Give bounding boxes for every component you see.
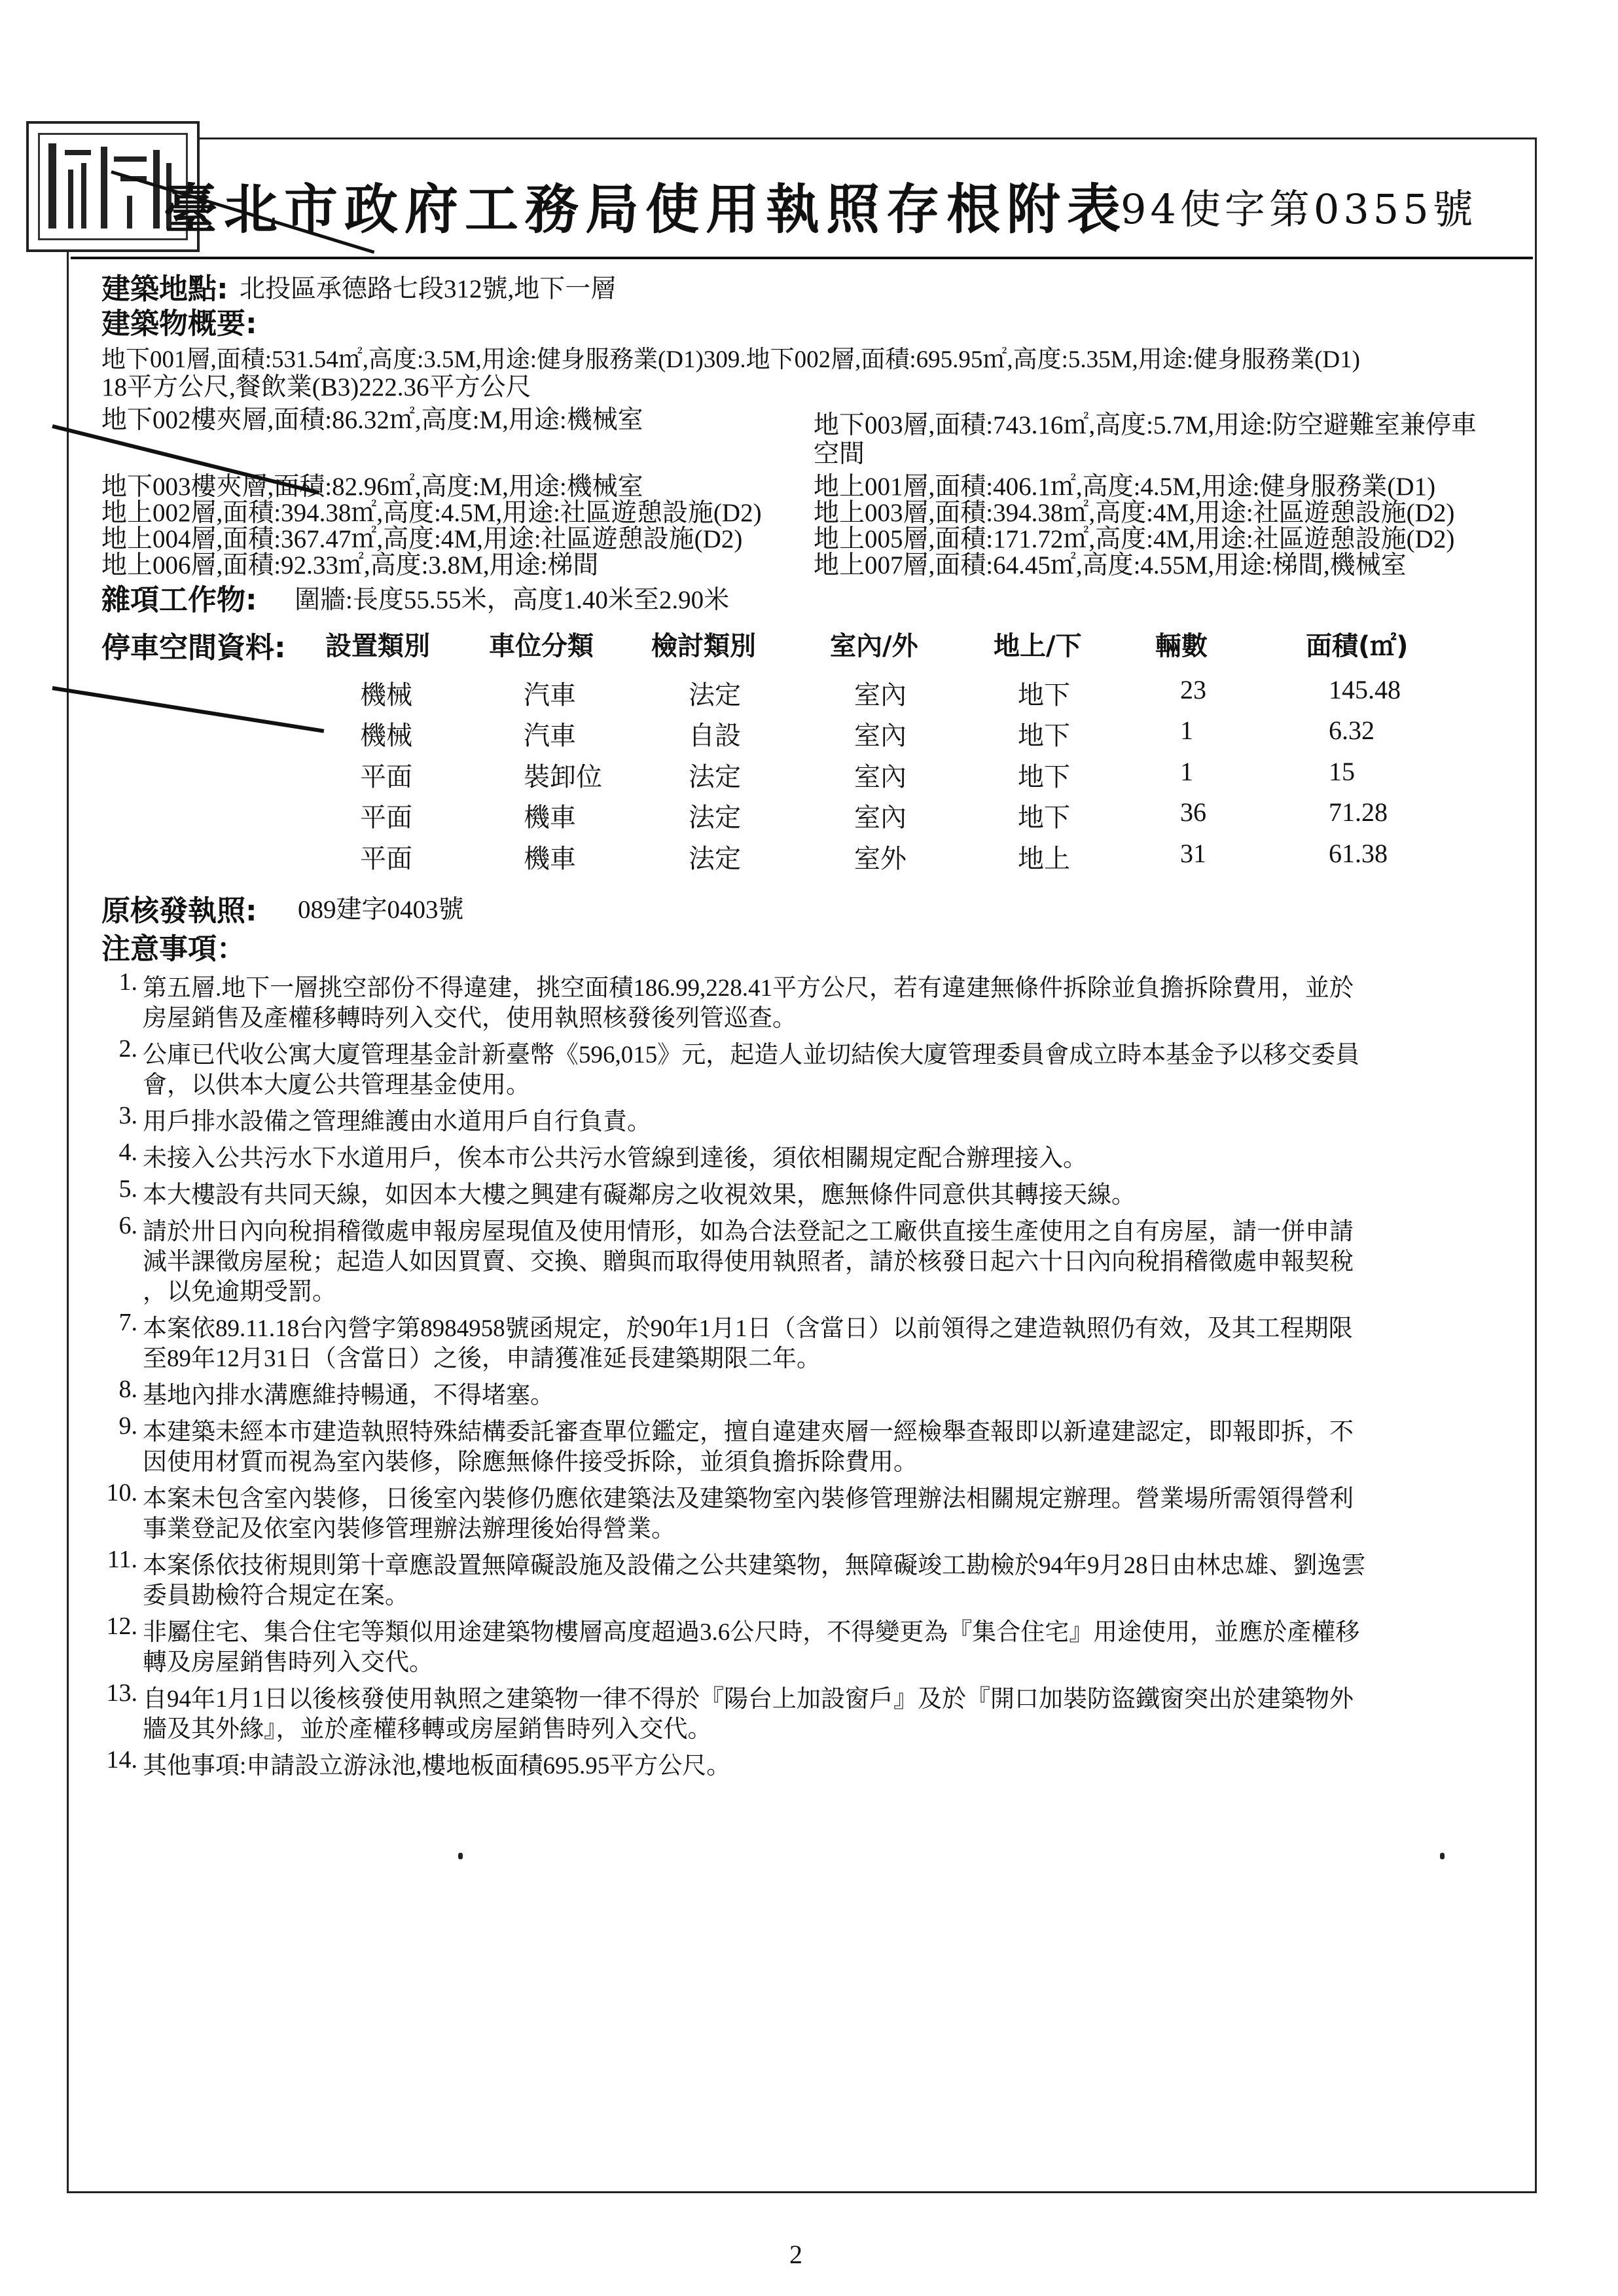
floor-entry: 地下002樓夾層,面積:86.32㎡,高度:M,用途:機械室: [101, 406, 643, 434]
note-number: 7.: [118, 1309, 137, 1336]
parking-header: 室內/外: [830, 631, 918, 661]
note-number: 8.: [118, 1376, 137, 1403]
parking-cell: 機械: [360, 680, 412, 710]
floor-entry: 地上004層,面積:367.47㎡,高度:4M,用途:社區遊憩設施(D2): [101, 525, 743, 553]
note-line: 本建築未經本市建造執照特殊結構委託審查單位鑑定，擅自違建夾層一經檢舉查報即以新違建認定，即報即拆，不: [143, 1419, 1354, 1446]
floor-entry: 地上005層,面積:171.72㎡,高度:4M,用途:社區遊憩設施(D2): [814, 525, 1455, 553]
parking-cell: 地下: [1018, 680, 1070, 710]
parking-cell: 室內: [854, 762, 907, 792]
title-rule: [71, 257, 1533, 259]
note-number: 12.: [106, 1613, 137, 1640]
note-line: 轉及房屋銷售時列入交代。: [143, 1649, 433, 1676]
note-number: 11.: [107, 1546, 137, 1573]
overview-label: 建築物概要:: [101, 307, 257, 340]
ink-mark: [1440, 1853, 1445, 1859]
parking-cell: 23: [1180, 675, 1206, 704]
overview-line: 18平方公尺,餐飲業(B3)222.36平方公尺: [101, 373, 531, 401]
note-number: 14.: [106, 1746, 137, 1774]
parking-cell: 室內: [854, 803, 907, 832]
misc-value: 圍牆:長度55.55米，高度1.40米至2.90米: [295, 586, 730, 614]
parking-cell: 室內: [854, 680, 907, 710]
note-line: 公庫已代收公寓大廈管理基金計新臺幣《596,015》元，起造人並切結俟大廈管理委員會成立時本基金予以移交委員: [143, 1042, 1360, 1068]
parking-cell: 15: [1329, 757, 1355, 786]
parking-cell: 自設: [689, 721, 741, 750]
note-line: 委員勘檢符合規定在案。: [143, 1582, 409, 1609]
parking-header: 車位分類: [489, 631, 594, 661]
parking-header: 地上/下: [994, 631, 1082, 661]
parking-cell: 法定: [689, 803, 741, 832]
note-line: 基地內排水溝應維持暢通，不得堵塞。: [143, 1382, 554, 1409]
floor-entry: 地下003樓夾層,面積:82.96㎡,高度:M,用途:機械室: [101, 473, 643, 501]
floor-entry: 地上002層,面積:394.38㎡,高度:4.5M,用途:社區遊憩設施(D2): [101, 499, 762, 527]
parking-cell: 36: [1180, 797, 1206, 827]
parking-cell: 地下: [1018, 803, 1070, 832]
parking-cell: 室外: [854, 844, 907, 873]
note-line: 本大樓設有共同天線，如因本大樓之興建有礙鄰房之收視效果，應無條件同意供其轉接天線。: [143, 1182, 1136, 1209]
note-number: 13.: [106, 1679, 137, 1707]
permit-number: 94使字第0355號: [1121, 185, 1477, 233]
note-number: 5.: [118, 1175, 137, 1203]
page-number: 2: [789, 2240, 802, 2269]
note-line: 事業登記及依室內裝修管理辦法辦理後始得營業。: [143, 1516, 675, 1542]
parking-cell: 1: [1180, 716, 1193, 745]
note-line: 請於卅日內向稅捐稽徵處申報房屋現值及使用情形，如為合法登記之工廠供直接生產使用之自有房屋，請一併申請: [143, 1218, 1354, 1245]
site-label: 建築地點:: [101, 272, 228, 306]
overview-line: 地下001層,面積:531.54㎡,高度:3.5M,用途:健身服務業(D1)309.地下002層,面積:695.95㎡,高度:5.35M,用途:健身服務業(D1): [101, 346, 1360, 373]
parking-cell: 地下: [1018, 721, 1070, 750]
note-number: 10.: [106, 1479, 137, 1506]
note-number: 2.: [118, 1035, 137, 1063]
parking-label: 停車空間資料:: [101, 631, 286, 665]
ink-mark: [458, 1853, 463, 1859]
note-number: 4.: [118, 1139, 137, 1166]
note-line: 其他事項:申請設立游泳池,樓地板面積695.95平方公尺。: [143, 1753, 731, 1779]
parking-cell: 6.32: [1329, 716, 1375, 745]
parking-cell: 地下: [1018, 762, 1070, 792]
note-number: 6.: [118, 1212, 137, 1239]
note-line: 非屬住宅、集合住宅等類似用途建築物樓層高度超過3.6公尺時，不得變更為『集合住宅』用途使用，並應於產權移: [143, 1619, 1360, 1646]
parking-cell: 機車: [524, 844, 576, 873]
note-number: 9.: [118, 1412, 137, 1440]
floor-entry: 地上007層,面積:64.45㎡,高度:4.55M,用途:梯間,機械室: [814, 551, 1407, 579]
note-line: 至89年12月31日（含當日）之後，申請獲准延長建築期限二年。: [143, 1345, 821, 1372]
site-value: 北投區承德路七段312號,地下一層: [240, 275, 617, 303]
parking-cell: 平面: [360, 762, 412, 792]
note-line: 減半課徵房屋稅；起造人如因買賣、交換、贈與而取得使用執照者，請於核發日起六十日內向稅捐稽徵處申報契稅: [143, 1248, 1354, 1275]
original-permit-value: 089建字0403號: [298, 896, 464, 924]
parking-cell: 機械: [360, 721, 412, 750]
notes-label: 注意事項：: [101, 932, 245, 966]
floor-entry: 地上001層,面積:406.1㎡,高度:4.5M,用途:健身服務業(D1): [814, 473, 1436, 501]
floor-entry: 地上003層,面積:394.38㎡,高度:4M,用途:社區遊憩設施(D2): [814, 499, 1455, 527]
note-number: 1.: [118, 968, 137, 996]
note-line: 第五層.地下一層挑空部份不得違建，挑空面積186.99,228.41平方公尺，若有違建無條件拆除並負擔拆除費用，並於: [143, 975, 1354, 1002]
note-line: 房屋銷售及產權移轉時列入交代，使用執照核發後列管巡查。: [143, 1005, 797, 1032]
note-line: 本案未包含室內裝修，日後室內裝修仍應依建築法及建築物室內裝修管理辦法相關規定辦理。營業場所需領得營利: [143, 1485, 1354, 1512]
parking-header: 面積(㎡): [1306, 631, 1409, 661]
parking-cell: 1: [1180, 757, 1193, 786]
floor-entry: 地上006層,面積:92.33㎡,高度:3.8M,用途:梯間: [101, 551, 599, 579]
note-line: ，以免逾期受罰。: [143, 1279, 336, 1305]
parking-header: 輛數: [1155, 631, 1208, 661]
parking-cell: 平面: [360, 844, 412, 873]
parking-cell: 裝卸位: [524, 762, 602, 792]
parking-cell: 汽車: [524, 721, 576, 750]
parking-cell: 平面: [360, 803, 412, 832]
note-line: 因使用材質而視為室內裝修，除應無條件接受拆除，並須負擔拆除費用。: [143, 1449, 918, 1476]
note-line: 自94年1月1日以後核發使用執照之建築物一律不得於『陽台上加設窗戶』及於『開口加裝防盜鐵窗突出於建築物外: [143, 1686, 1354, 1713]
note-line: 本案係依技術規則第十章應設置無障礙設施及設備之公共建築物，無障礙竣工勘檢於94年9月28日由林忠雄、劉逸雲: [143, 1552, 1366, 1579]
note-line: 牆及其外緣』，並於產權移轉或房屋銷售時列入交代。: [143, 1716, 712, 1743]
parking-cell: 145.48: [1329, 675, 1401, 704]
note-line: 未接入公共污水下水道用戶，俟本市公共污水管線到達後，須依相關規定配合辦理接入。: [143, 1145, 1087, 1172]
parking-header: 設置類別: [325, 631, 430, 661]
parking-cell: 法定: [689, 844, 741, 873]
original-permit-label: 原核發執照:: [101, 894, 257, 928]
note-number: 3.: [118, 1102, 137, 1129]
parking-header: 檢討類別: [651, 631, 756, 661]
document-title: 臺北市政府工務局使用執照存根附表: [164, 178, 1128, 241]
parking-cell: 61.38: [1329, 839, 1388, 868]
parking-cell: 71.28: [1329, 797, 1388, 827]
misc-label: 雜項工作物:: [101, 583, 257, 617]
floor-entry: 地下003層,面積:743.16㎡,高度:5.7M,用途:防空避難室兼停車: [814, 411, 1477, 439]
note-line: 會，以供本大廈公共管理基金使用。: [143, 1072, 530, 1099]
note-line: 用戶排水設備之管理維護由水道用戶自行負責。: [143, 1108, 651, 1135]
parking-cell: 室內: [854, 721, 907, 750]
parking-cell: 地上: [1018, 844, 1070, 873]
parking-cell: 汽車: [524, 680, 576, 710]
parking-cell: 31: [1180, 839, 1206, 868]
note-line: 本案依89.11.18台內營字第8984958號函規定，於90年1月1日（含當日）以前領得之建造執照仍有效，及其工程期限: [143, 1315, 1353, 1342]
parking-cell: 法定: [689, 762, 741, 792]
floor-entry: 空間: [814, 440, 865, 468]
parking-cell: 法定: [689, 680, 741, 710]
parking-cell: 機車: [524, 803, 576, 832]
